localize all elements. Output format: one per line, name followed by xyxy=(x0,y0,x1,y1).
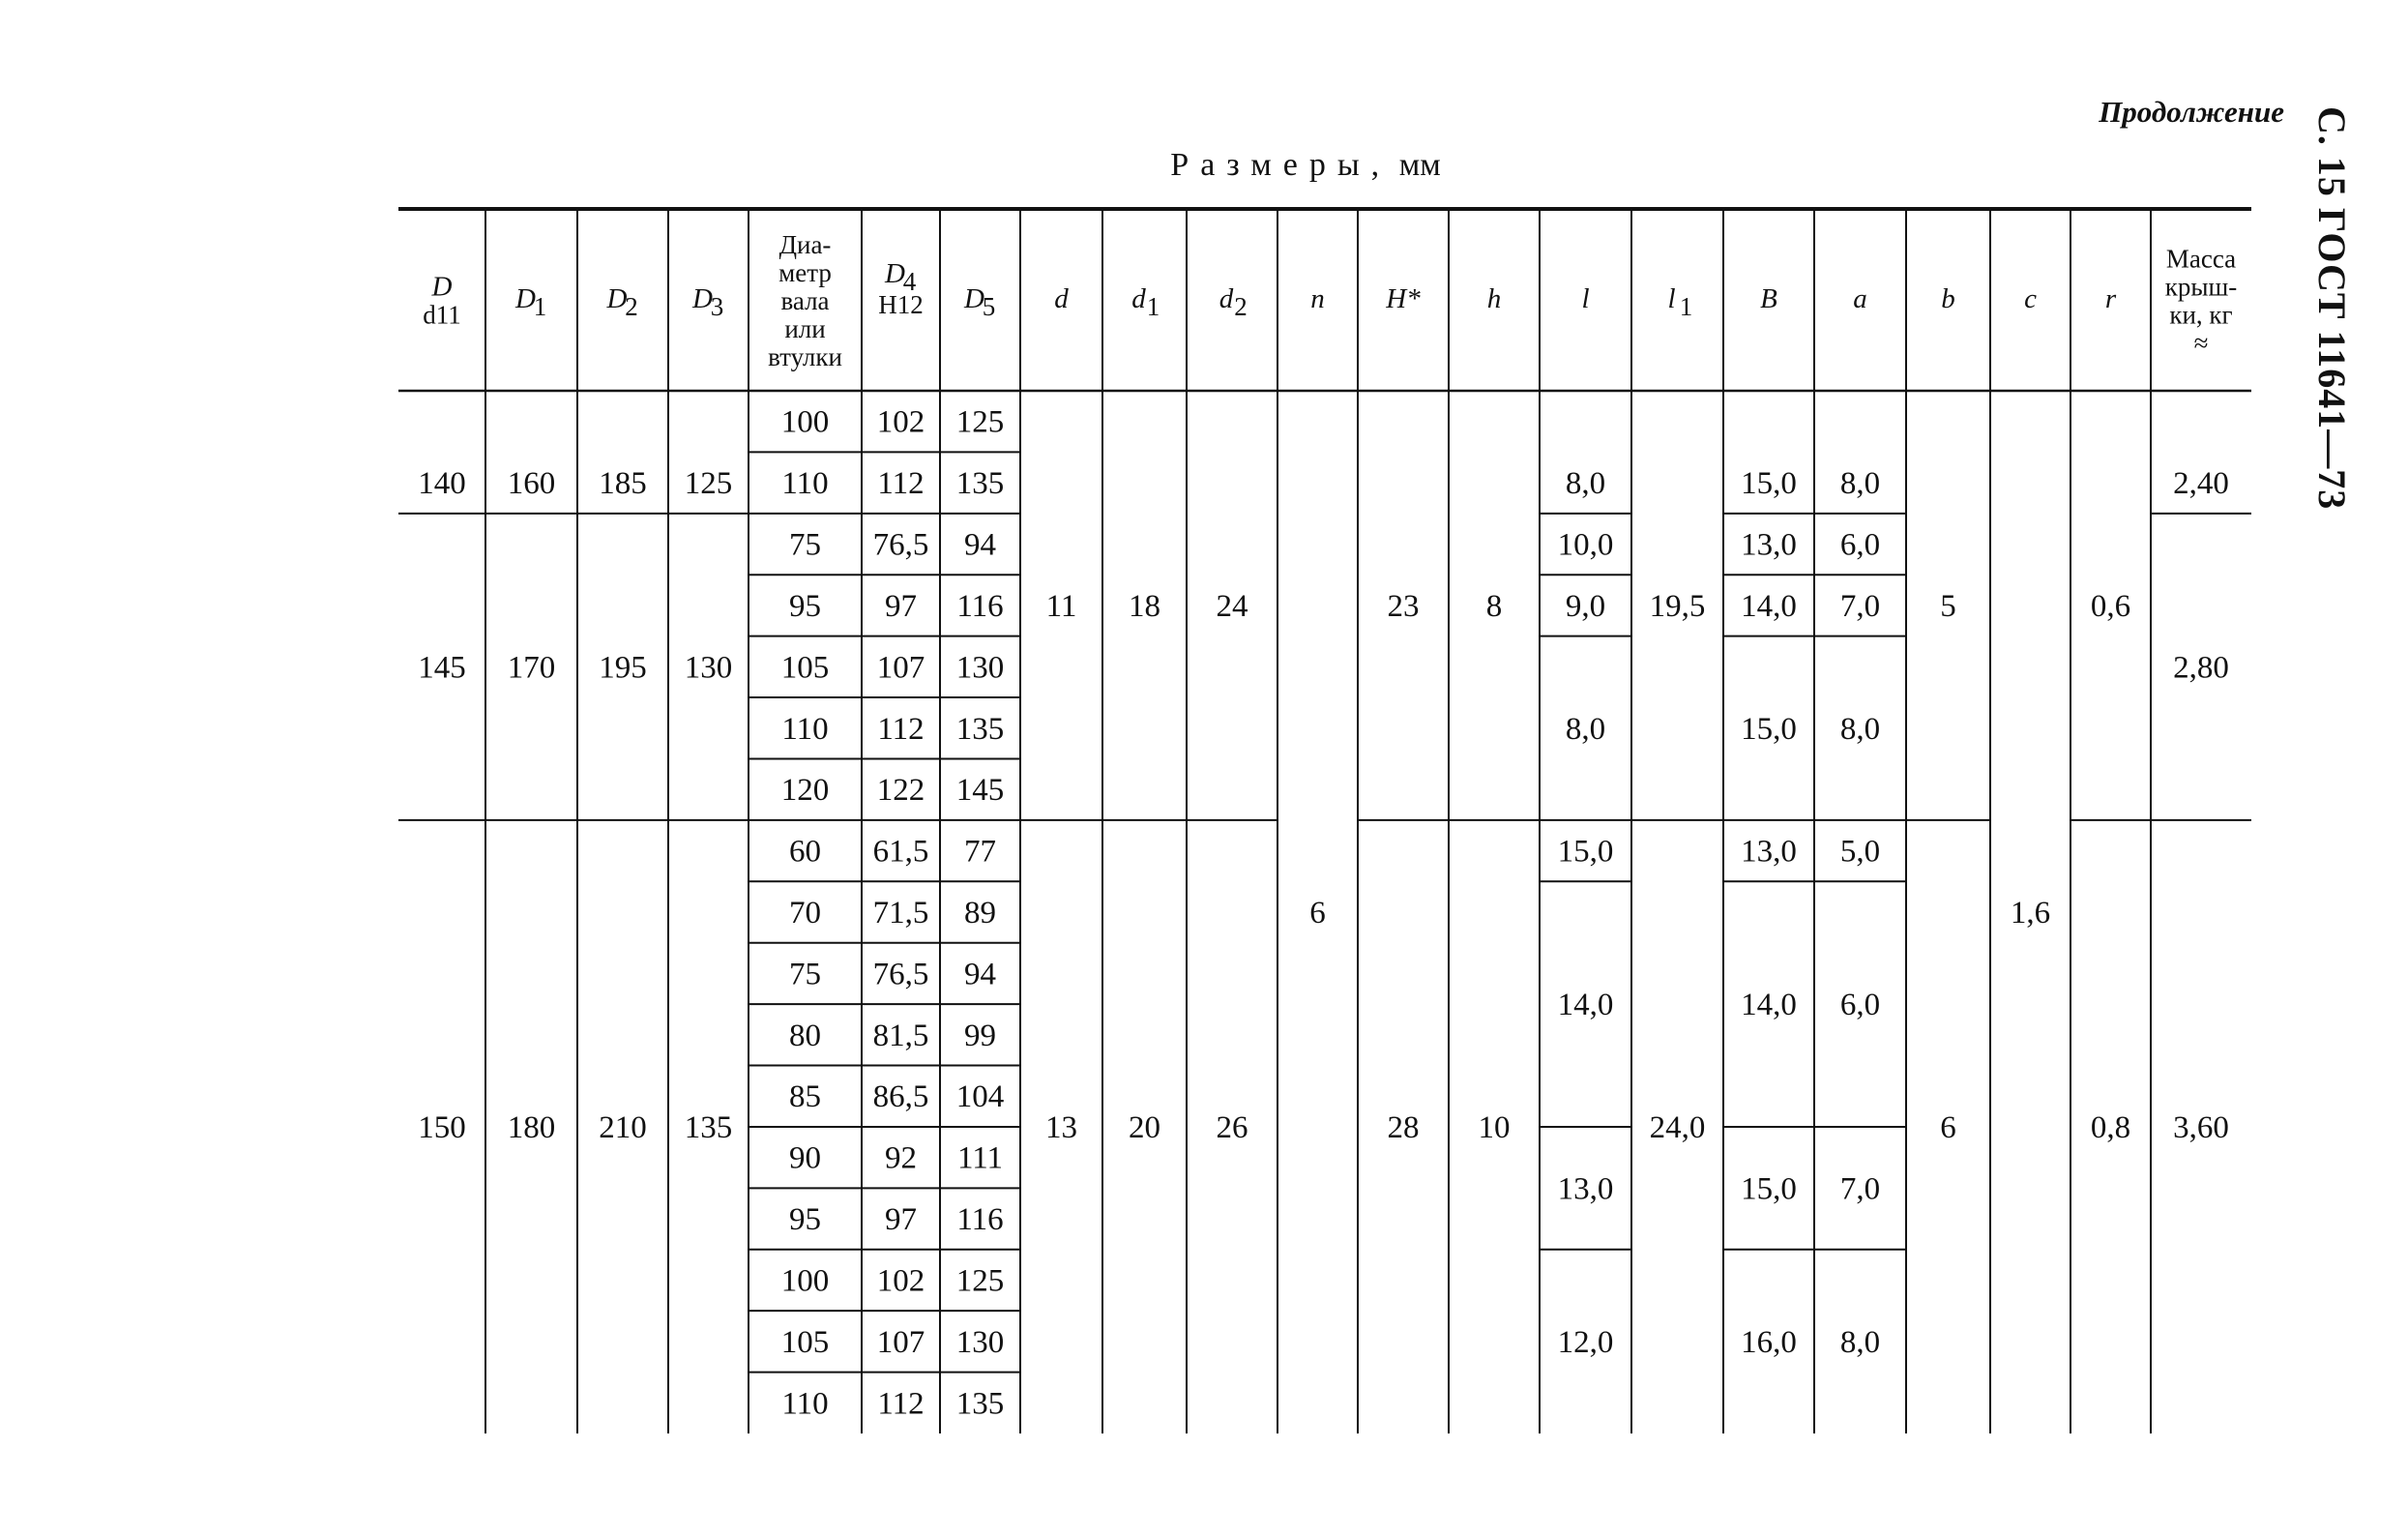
cell-b: 5 xyxy=(1940,588,1956,624)
cell-D4: 97 xyxy=(885,588,917,624)
header-cell-d: d xyxy=(1054,283,1069,314)
cell-D3: 130 xyxy=(684,650,733,686)
cell-D4: 71,5 xyxy=(872,896,929,930)
cell-D1: 170 xyxy=(507,650,556,686)
cell-B: 13,0 xyxy=(1741,834,1797,870)
header-cell-l1-subscript: 1 xyxy=(1679,292,1693,321)
cell-D4: 102 xyxy=(876,404,925,440)
cell-D5: 130 xyxy=(955,1324,1005,1360)
header-cell-d1: d xyxy=(1131,283,1146,314)
cell-a: 8,0 xyxy=(1839,1324,1881,1360)
cell-D5: 77 xyxy=(964,834,996,870)
header-cell-d2-subscript: 2 xyxy=(1234,292,1248,321)
cell-H: 23 xyxy=(1387,588,1420,624)
cell-B: 15,0 xyxy=(1741,711,1797,747)
cell-D4: 112 xyxy=(877,1386,925,1422)
cell-a: 8,0 xyxy=(1839,466,1881,502)
cell-shaft: 110 xyxy=(781,1386,829,1422)
cell-D5: 125 xyxy=(955,404,1005,440)
continuation-label: Продолжение xyxy=(2099,95,2284,129)
cell-shaft: 95 xyxy=(789,588,821,624)
header-cell-D4: D xyxy=(885,258,905,289)
header-cell-D2-subscript: 2 xyxy=(625,292,638,321)
cell-D4: 107 xyxy=(876,1324,925,1360)
header-cell-shaft-line: или xyxy=(784,314,826,343)
header-cell-mass-line: крыш- xyxy=(2164,272,2238,302)
header-cell-D3-subscript: 3 xyxy=(710,292,724,321)
header-cell-h: h xyxy=(1486,283,1502,314)
cell-D: 150 xyxy=(418,1109,466,1145)
page-standard-reference: С. 15 ГОСТ 11641—73 xyxy=(2310,106,2354,511)
cell-D3: 135 xyxy=(684,1109,733,1145)
header-cell-D-line: d11 xyxy=(423,300,461,330)
cell-l: 13,0 xyxy=(1557,1171,1614,1207)
cell-H: 28 xyxy=(1387,1109,1420,1145)
cell-D5: 94 xyxy=(964,957,996,992)
cell-D4: 97 xyxy=(885,1202,917,1238)
header-cell-mass-line: ки, кг xyxy=(2169,300,2233,330)
cell-D4: 81,5 xyxy=(872,1018,929,1053)
cell-l: 14,0 xyxy=(1557,988,1614,1023)
cell-l: 9,0 xyxy=(1565,588,1606,624)
header-cell-D4-tolerance: H12 xyxy=(878,290,924,319)
cell-shaft: 120 xyxy=(780,773,830,809)
cell-d: 13 xyxy=(1045,1109,1077,1145)
cell-D5: 99 xyxy=(964,1018,996,1053)
cell-d2: 24 xyxy=(1216,588,1248,624)
header-cell-r: r xyxy=(2104,283,2117,314)
cell-l: 8,0 xyxy=(1565,466,1606,502)
cell-B: 14,0 xyxy=(1741,588,1797,624)
header-cell-D3: D xyxy=(692,283,713,314)
cell-h: 8 xyxy=(1485,588,1503,624)
cell-c: 1,6 xyxy=(2010,896,2051,930)
cell-shaft: 100 xyxy=(780,1263,830,1299)
cell-D4: 112 xyxy=(877,711,925,747)
cell-D2: 195 xyxy=(599,650,647,686)
cell-D2: 185 xyxy=(599,466,647,502)
cell-shaft: 105 xyxy=(780,650,830,686)
cell-l: 15,0 xyxy=(1557,834,1614,870)
cell-D: 140 xyxy=(418,466,466,502)
header-cell-mass-line: ≈ xyxy=(2193,328,2209,358)
cell-a: 6,0 xyxy=(1839,988,1881,1023)
header-cell-c: c xyxy=(2024,283,2037,314)
cell-D1: 180 xyxy=(507,1109,556,1145)
cell-D5: 94 xyxy=(964,527,996,563)
cell-r: 0,6 xyxy=(2090,588,2131,624)
cell-D5: 89 xyxy=(964,896,996,930)
header-cell-d2: d xyxy=(1219,283,1234,314)
cell-D5: 111 xyxy=(956,1140,1004,1176)
cell-D3: 125 xyxy=(684,466,733,502)
header-cell-D-line: D xyxy=(431,271,453,303)
cell-shaft: 90 xyxy=(789,1140,821,1176)
cell-D5: 135 xyxy=(955,466,1005,502)
header-cell-shaft-line: Диа- xyxy=(778,230,832,259)
cell-shaft: 100 xyxy=(780,404,830,440)
cell-D5: 125 xyxy=(955,1263,1005,1299)
header-cell-D5-subscript: 5 xyxy=(982,292,996,321)
cell-D4: 107 xyxy=(876,650,925,686)
cell-a: 5,0 xyxy=(1839,834,1881,870)
cell-D2: 210 xyxy=(599,1109,647,1145)
cell-l: 10,0 xyxy=(1557,527,1614,563)
cell-a: 8,0 xyxy=(1839,711,1881,747)
header-cell-D4-subscript: 4 xyxy=(902,267,917,296)
cell-a: 7,0 xyxy=(1839,588,1881,624)
cell-shaft: 75 xyxy=(789,527,821,563)
header-cell-l1: l xyxy=(1667,283,1676,314)
cell-d1: 18 xyxy=(1129,588,1160,624)
cell-D5: 130 xyxy=(955,650,1005,686)
cell-D4: 61,5 xyxy=(872,834,929,870)
table-title-unit: мм xyxy=(1398,147,1441,183)
cell-mass: 3,60 xyxy=(2173,1109,2229,1145)
cell-D4: 122 xyxy=(876,773,925,809)
cell-shaft: 105 xyxy=(780,1324,830,1360)
header-cell-shaft-line: втулки xyxy=(768,342,842,371)
cell-D4: 76,5 xyxy=(872,957,929,992)
header-cell-D1-subscript: 1 xyxy=(533,292,547,321)
cell-D5: 116 xyxy=(956,588,1004,624)
cell-D5: 116 xyxy=(956,1202,1004,1238)
cell-D4: 86,5 xyxy=(872,1079,929,1115)
cell-shaft: 80 xyxy=(789,1018,821,1053)
cell-l1: 24,0 xyxy=(1649,1109,1706,1145)
cell-D5: 145 xyxy=(955,773,1005,809)
cell-shaft: 110 xyxy=(781,711,829,747)
cell-D: 145 xyxy=(418,650,466,686)
header-cell-D5: D xyxy=(964,283,984,314)
cell-D1: 160 xyxy=(507,466,556,502)
cell-shaft: 75 xyxy=(789,957,821,992)
cell-mass: 2,80 xyxy=(2173,650,2229,686)
header-cell-shaft-line: вала xyxy=(780,286,830,315)
cell-a: 7,0 xyxy=(1839,1171,1881,1207)
cell-D5: 135 xyxy=(955,1386,1005,1422)
cell-r: 0,8 xyxy=(2090,1109,2131,1145)
cell-shaft: 95 xyxy=(789,1202,821,1238)
cell-h: 10 xyxy=(1478,1109,1511,1145)
header-cell-l: l xyxy=(1581,283,1590,314)
header-cell-d1-subscript: 1 xyxy=(1146,292,1160,321)
cell-shaft: 60 xyxy=(789,834,821,870)
cell-a: 6,0 xyxy=(1839,527,1881,563)
cell-shaft: 85 xyxy=(789,1079,821,1115)
cell-D4: 92 xyxy=(885,1140,917,1176)
cell-mass: 2,40 xyxy=(2173,466,2229,502)
header-cell-mass-line: Масса xyxy=(2165,244,2237,274)
cell-B: 15,0 xyxy=(1741,1171,1797,1207)
header-cell-shaft-line: метр xyxy=(778,258,832,287)
header-cell-B: B xyxy=(1760,283,1777,314)
cell-l1: 19,5 xyxy=(1649,588,1706,624)
cell-shaft: 110 xyxy=(781,466,829,502)
cell-D5: 135 xyxy=(955,711,1005,747)
cell-D4: 76,5 xyxy=(872,527,929,563)
header-cell-a: a xyxy=(1853,283,1867,314)
cell-shaft: 70 xyxy=(789,896,821,930)
cell-d1: 20 xyxy=(1129,1109,1160,1145)
header-cell-D1: D xyxy=(515,283,536,314)
cell-B: 16,0 xyxy=(1741,1324,1797,1360)
header-cell-b: b xyxy=(1941,283,1955,314)
header-cell-H: H* xyxy=(1386,283,1421,314)
cell-B: 15,0 xyxy=(1741,466,1797,502)
cell-D4: 102 xyxy=(876,1263,925,1299)
cell-n: 6 xyxy=(1309,896,1326,930)
cell-d: 11 xyxy=(1045,588,1077,624)
cell-D5: 104 xyxy=(955,1079,1005,1115)
cell-B: 13,0 xyxy=(1741,527,1797,563)
cell-D4: 112 xyxy=(877,466,925,502)
cell-l: 12,0 xyxy=(1557,1324,1614,1360)
cell-B: 14,0 xyxy=(1741,988,1797,1023)
cell-d2: 26 xyxy=(1216,1109,1248,1145)
header-cell-D2: D xyxy=(606,283,628,314)
cell-l: 8,0 xyxy=(1565,711,1606,747)
table-title-word: Размеры, xyxy=(1170,147,1392,183)
header-cell-n: n xyxy=(1310,283,1325,314)
cell-b: 6 xyxy=(1940,1109,1956,1145)
